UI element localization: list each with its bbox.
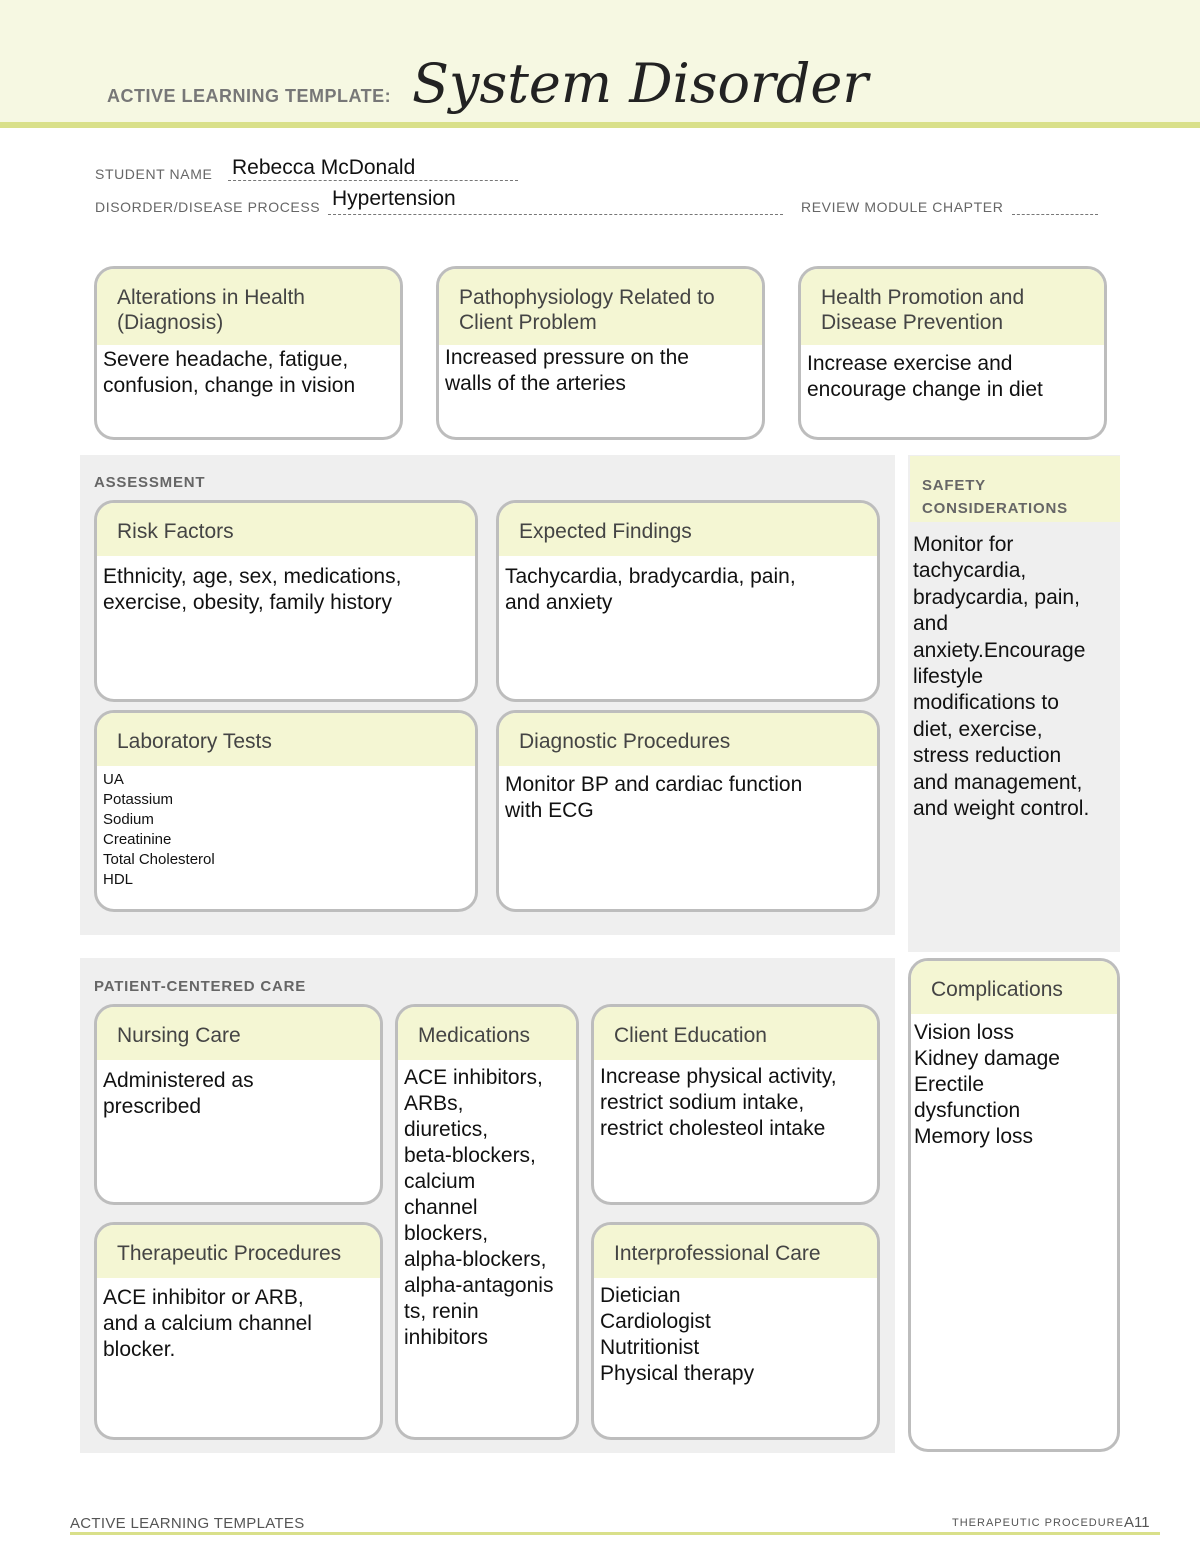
card-laboratory-tests	[94, 710, 478, 912]
card-body[interactable]: Tachycardia, bradycardia, pain, and anxiety	[505, 565, 796, 614]
footer-right-label: THERAPEUTIC PROCEDURE	[952, 1517, 1124, 1529]
card-title: Alterations in Health (Diagnosis)	[97, 269, 400, 345]
card-body[interactable]: Administered as prescribed	[103, 1069, 254, 1118]
card-title: Expected Findings	[499, 503, 877, 556]
card-body[interactable]: Monitor BP and cardiac function with ECG	[505, 773, 803, 822]
card-title: Therapeutic Procedures	[97, 1225, 380, 1278]
card-diagnostic-procedures	[496, 710, 880, 912]
header-rule	[0, 122, 1200, 128]
footer-left-label: ACTIVE LEARNING TEMPLATES	[70, 1515, 305, 1532]
card-title: Health Promotion and Disease Prevention	[801, 269, 1104, 345]
review-module-label: REVIEW MODULE CHAPTER	[801, 199, 1004, 215]
card-medications	[395, 1004, 579, 1440]
template-label: ACTIVE LEARNING TEMPLATE:	[107, 86, 392, 106]
card-title: Diagnostic Procedures	[499, 713, 877, 766]
card-title: Nursing Care	[97, 1007, 380, 1060]
card-title: Client Education	[594, 1007, 877, 1060]
card-complications	[908, 958, 1120, 1452]
student-name-field[interactable]: Rebecca McDonald	[232, 156, 416, 179]
card-title: Interprofessional Care	[594, 1225, 877, 1278]
card-health-promotion	[798, 266, 1107, 440]
disorder-line	[328, 214, 783, 215]
footer-page-code: A11	[1124, 1514, 1150, 1531]
card-pathophysiology	[436, 266, 765, 440]
card-nursing-care	[94, 1004, 383, 1205]
card-risk-factors	[94, 500, 478, 702]
card-body[interactable]: Increase exercise and encourage change in diet	[807, 352, 1043, 401]
card-body[interactable]: ACE inhibitors, ARBs, diuretics, beta-blockers, calcium channel blockers, alpha-blockers, alpha-antagonis ts, renin inhibitors	[404, 1066, 554, 1349]
safety-text[interactable]: Monitor for tachycardia, bradycardia, pain, and anxiety.Encourage lifestyle modifications to diet, exercise, stress reduction and management, and weight control.	[913, 533, 1090, 821]
review-module-line	[1012, 214, 1098, 215]
student-name-line	[228, 180, 518, 181]
footer-rule	[70, 1532, 1160, 1535]
patient-centered-care-label: PATIENT-CENTERED CARE	[94, 978, 307, 995]
card-body[interactable]: UA Potassium Sodium Creatinine Total Cholesterol HDL	[103, 771, 215, 888]
assessment-label: ASSESSMENT	[94, 474, 206, 491]
card-body[interactable]: Severe headache, fatigue, confusion, change in vision	[103, 348, 356, 397]
card-title: Laboratory Tests	[97, 713, 475, 766]
card-body[interactable]: Increased pressure on the walls of the arteries	[445, 346, 689, 395]
card-alterations-in-health	[94, 266, 403, 440]
template-title: System Disorder	[412, 52, 869, 115]
card-title: Complications	[911, 961, 1117, 1014]
student-name-label: STUDENT NAME	[95, 166, 213, 182]
card-body[interactable]: ACE inhibitor or ARB, and a calcium channel blocker.	[103, 1286, 312, 1361]
card-body[interactable]: Ethnicity, age, sex, medications, exercise, obesity, family history	[103, 565, 402, 614]
card-interprofessional-care	[591, 1222, 880, 1440]
disorder-label: DISORDER/DISEASE PROCESS	[95, 199, 321, 215]
card-therapeutic-procedures	[94, 1222, 383, 1440]
card-body[interactable]: Increase physical activity, restrict sodium intake, restrict cholesteol intake	[600, 1065, 837, 1140]
safety-label: SAFETY CONSIDERATIONS	[922, 477, 1068, 517]
card-title: Pathophysiology Related to Client Problem	[439, 269, 762, 345]
card-body[interactable]: Vision loss Kidney damage Erectile dysfunction Memory loss	[914, 1021, 1060, 1148]
card-title: Risk Factors	[97, 503, 475, 556]
card-expected-findings	[496, 500, 880, 702]
card-title: Medications	[398, 1007, 576, 1060]
card-client-education	[591, 1004, 880, 1205]
card-body[interactable]: Dietician Cardiologist Nutritionist Physical therapy	[600, 1284, 755, 1385]
disorder-field[interactable]: Hypertension	[332, 187, 456, 210]
